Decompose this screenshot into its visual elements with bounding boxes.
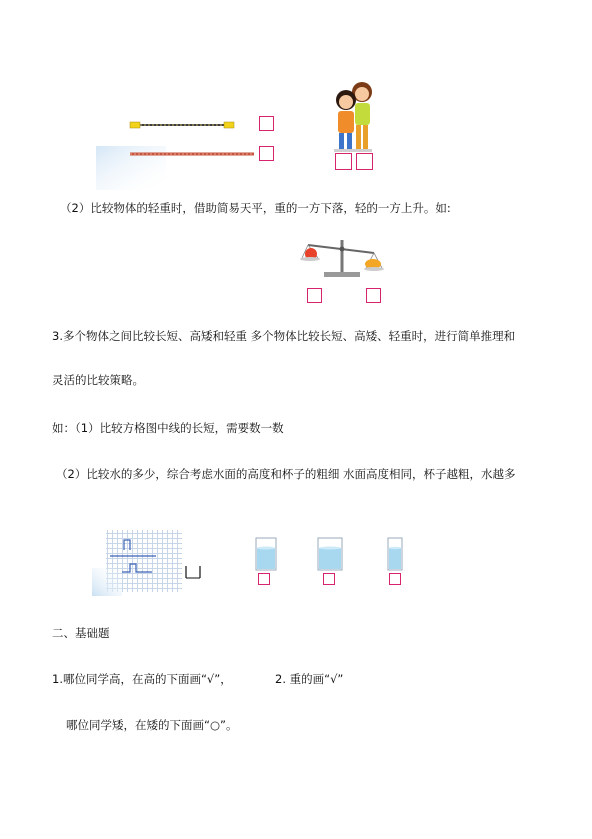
example1-text: 如：（1）比较方格图中线的长短，需要数一数 [52, 421, 284, 435]
answer-box-cup-1[interactable] [258, 573, 270, 585]
answer-box-child-left[interactable] [335, 153, 352, 170]
basics-heading: 二、基础题 [52, 626, 110, 640]
balance-scale-figure [298, 232, 386, 280]
example2-text: （2）比较水的多少，综合考虑水面的高度和杯子的粗细 水面高度相同，杯子越粗，水越多 [56, 467, 516, 481]
q1-text: 1.哪位同学高，在高的下面画“√”， [52, 672, 232, 686]
section3-line2: 灵活的比较策略。 [52, 373, 144, 387]
water-cup-figure [386, 536, 404, 576]
two-children-figure [330, 76, 378, 154]
section3-line1: 3.多个物体之间比较长短、高矮和轻重 多个物体比较长短、高矮、轻重时，进行简单推理和 [52, 329, 516, 343]
water-cup-figure [254, 536, 278, 576]
q2-text: 2. 重的画“√” [275, 672, 344, 686]
answer-box-scale-left[interactable] [307, 288, 322, 303]
grid-lines-figure [92, 528, 204, 596]
water-cup-figure [316, 536, 344, 576]
answer-box-cup-3[interactable] [389, 573, 401, 585]
answer-box-child-right[interactable] [356, 153, 373, 170]
answer-box-yellow-rope[interactable] [259, 116, 274, 131]
answer-box-cup-2[interactable] [323, 573, 335, 585]
ropes-figure [96, 110, 266, 190]
answer-box-scale-right[interactable] [366, 288, 381, 303]
q1-text-line2: 哪位同学矮，在矮的下面画“○”。 [66, 718, 238, 732]
answer-box-red-rope[interactable] [259, 146, 274, 161]
balance-text: （2）比较物体的轻重时，借助简易天平，重的一方下落，轻的一方上升。如: [60, 201, 451, 215]
